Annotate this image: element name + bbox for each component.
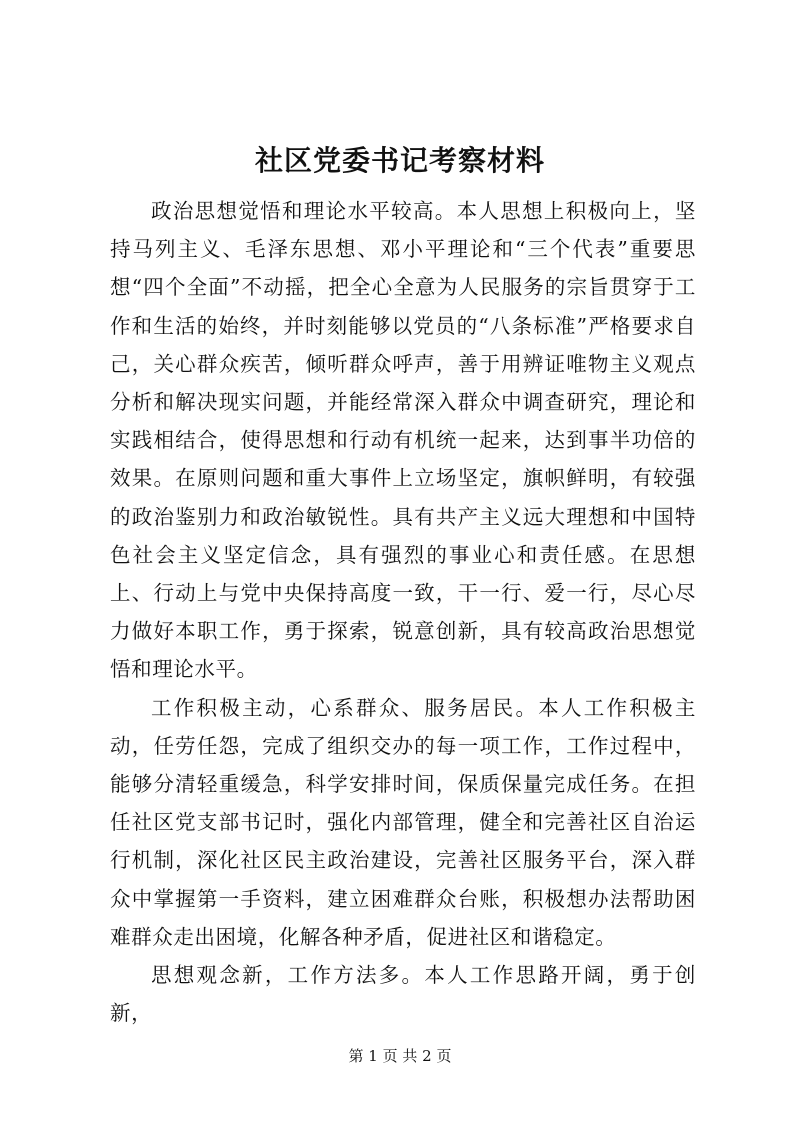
document-title: 社区党委书记考察材料 — [254, 144, 545, 177]
page-number-footer: 第 1 页 共 2 页 — [348, 1047, 452, 1065]
paragraph-work-initiative: 工作积极主动，心系群众、服务居民。本人工作积极主动，任劳任怨，完成了组织交办的每一项工作，工作过程中，能够分清轻重缓急，科学安排时间，保质保量完成任务。在担任社区党支部书记时，强化内部管理，健全和完善社区自治运行机制，深化社区民主政治建设，完善社区服务平台，深入群众中掌握第一手资料，建立困难群众台账，积极想办法帮助困难群众走出困境，化解各种矛盾，促进社区和谐稳定。 — [110, 695, 696, 949]
paragraph-political-awareness: 政治思想觉悟和理论水平较高。本人思想上积极向上，坚持马列主义、毛泽东思想、邓小平理论和“三个代表”重要思想“四个全面”不动摇，把全心全意为人民服务的宗旨贯穿于工作和生活的始终，并时刻能够以党员的“八条标准”严格要求自己，关心群众疾苦，倾听群众呼声，善于用辨证唯物主义观点分析和解决现实问题，并能经常深入群众中调查研究，理论和实践相结合，使得思想和行动有机统一起来，达到事半功倍的效果。在原则问题和重大事件上立场坚定，旗帜鲜明，有较强的政治鉴别力和政治敏锐性。具有共产主义远大理想和中国特色社会主义坚定信念，具有强烈的事业心和责任感。在思想上、行动上与党中央保持高度一致，干一行、爱一行，尽心尽力做好本职工作，勇于探索，锐意创新，具有较高政治思想觉悟和理论水平。 — [110, 199, 696, 682]
paragraph-new-ideas: 思想观念新，工作方法多。本人工作思路开阔，勇于创新， — [110, 963, 696, 1026]
document-body — [110, 192, 696, 1032]
